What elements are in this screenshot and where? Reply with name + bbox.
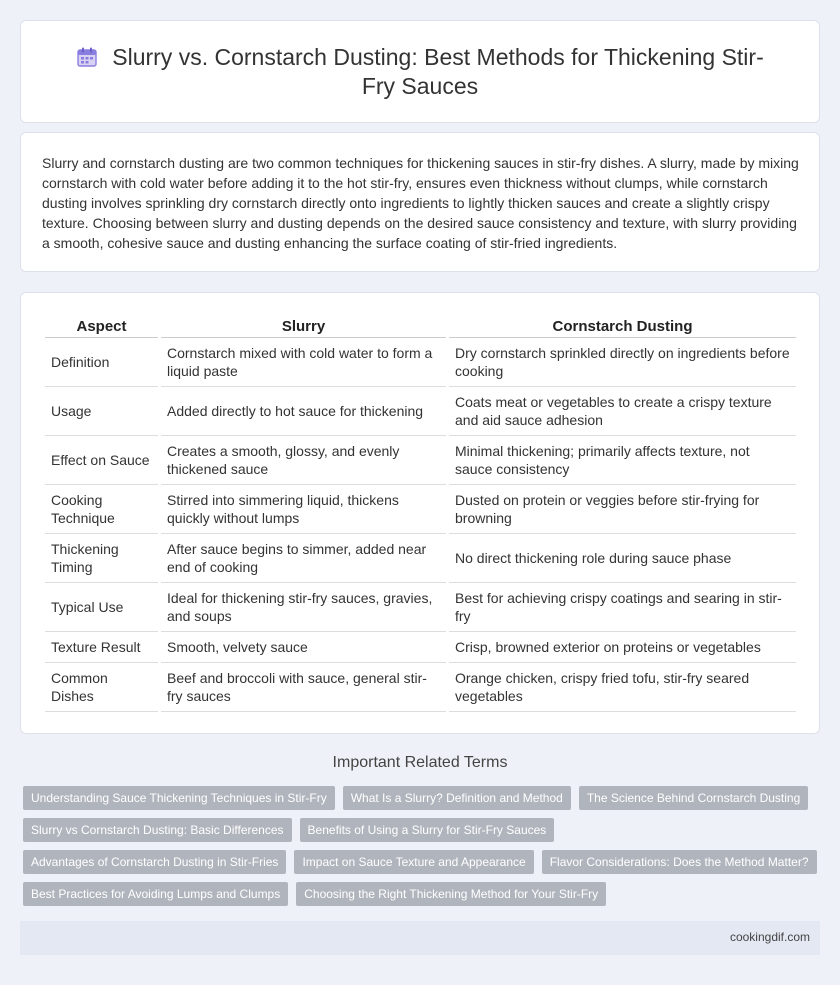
related-term-tag[interactable]: Advantages of Cornstarch Dusting in Stir-Fries [23,850,286,874]
table-row [45,583,796,632]
intro-card [20,132,820,272]
row-dusting: Crisp, browned exterior on proteins or vegetables [449,632,796,663]
row-aspect: Thickening Timing [45,534,158,583]
related-term-tag[interactable]: Understanding Sauce Thickening Techniques in Stir-Fry [23,786,335,810]
related-term-tag[interactable]: Flavor Considerations: Does the Method Matter? [542,850,817,874]
row-slurry: Added directly to hot sauce for thickening [161,387,446,436]
footer [20,921,820,955]
footer-site-link[interactable]: cookingdif.com [729,930,810,944]
related-term-tag[interactable]: Impact on Sauce Texture and Appearance [294,850,533,874]
row-dusting: Minimal thickening; primarily affects texture, not sauce consistency [449,436,796,485]
header-aspect: Aspect [45,311,158,338]
row-slurry: Smooth, velvety sauce [161,632,446,663]
table-row [45,387,796,436]
table-row [45,632,796,663]
row-dusting: Best for achieving crispy coatings and searing in stir-fry [449,583,796,632]
row-dusting: Coats meat or vegetables to create a crispy texture and aid sauce adhesion [449,387,796,436]
table-header-row [45,311,796,338]
page-title-text: Slurry vs. Cornstarch Dusting: Best Methods for Thickening Stir-Fry Sauces [112,44,764,99]
row-slurry: Cornstarch mixed with cold water to form a liquid paste [161,338,446,387]
header-slurry: Slurry [161,311,446,338]
row-aspect: Texture Result [45,632,158,663]
table-row [45,436,796,485]
row-dusting: Dusted on protein or veggies before stir-frying for browning [449,485,796,534]
row-aspect: Typical Use [45,583,158,632]
row-slurry: After sauce begins to simmer, added near end of cooking [161,534,446,583]
table-row [45,485,796,534]
row-aspect: Common Dishes [45,663,158,712]
comparison-table-card [20,292,820,734]
related-terms-list [23,786,823,906]
row-aspect: Effect on Sauce [45,436,158,485]
page-title [61,43,779,101]
row-aspect: Cooking Technique [45,485,158,534]
row-dusting: No direct thickening role during sauce phase [449,534,796,583]
related-term-tag[interactable]: Benefits of Using a Slurry for Stir-Fry Sauces [300,818,555,842]
related-term-tag[interactable]: Best Practices for Avoiding Lumps and Clumps [23,882,288,906]
row-dusting: Orange chicken, crispy fried tofu, stir-fry seared vegetables [449,663,796,712]
row-slurry: Ideal for thickening stir-fry sauces, gravies, and soups [161,583,446,632]
row-dusting: Dry cornstarch sprinkled directly on ingredients before cooking [449,338,796,387]
table-row [45,663,796,712]
related-term-tag[interactable]: The Science Behind Cornstarch Dusting [579,786,808,810]
calendar-icon [76,46,98,68]
row-aspect: Usage [45,387,158,436]
related-term-tag[interactable]: Slurry vs Cornstarch Dusting: Basic Differences [23,818,292,842]
table-row [45,534,796,583]
row-slurry: Stirred into simmering liquid, thickens quickly without lumps [161,485,446,534]
row-slurry: Beef and broccoli with sauce, general stir-fry sauces [161,663,446,712]
row-aspect: Definition [45,338,158,387]
header-cornstarch-dusting: Cornstarch Dusting [449,311,796,338]
comparison-table [42,311,799,712]
row-slurry: Creates a smooth, glossy, and evenly thickened sauce [161,436,446,485]
related-terms-heading: Important Related Terms [332,754,508,771]
header-card [20,20,820,123]
related-term-tag[interactable]: Choosing the Right Thickening Method for Your Stir-Fry [296,882,606,906]
table-row [45,338,796,387]
intro-paragraph: Slurry and cornstarch dusting are two common techniques for thickening sauces in stir-fry dishes. A slurry, made by mixing cornstarch with cold water before adding it to the hot stir-fry, ensures even thickness without clumps, while cornstarch dusting involves sprinkling dry cornstarch directly onto ingredients to lightly thicken sauces and create a slightly crispy texture. Choosing between slurry and dusting depends on the desired sauce consistency and texture, with slurry providing a smooth, cohesive sauce and dusting enhancing the surface coating of stir-fried ingredients. [42,155,799,251]
related-term-tag[interactable]: What Is a Slurry? Definition and Method [343,786,571,810]
